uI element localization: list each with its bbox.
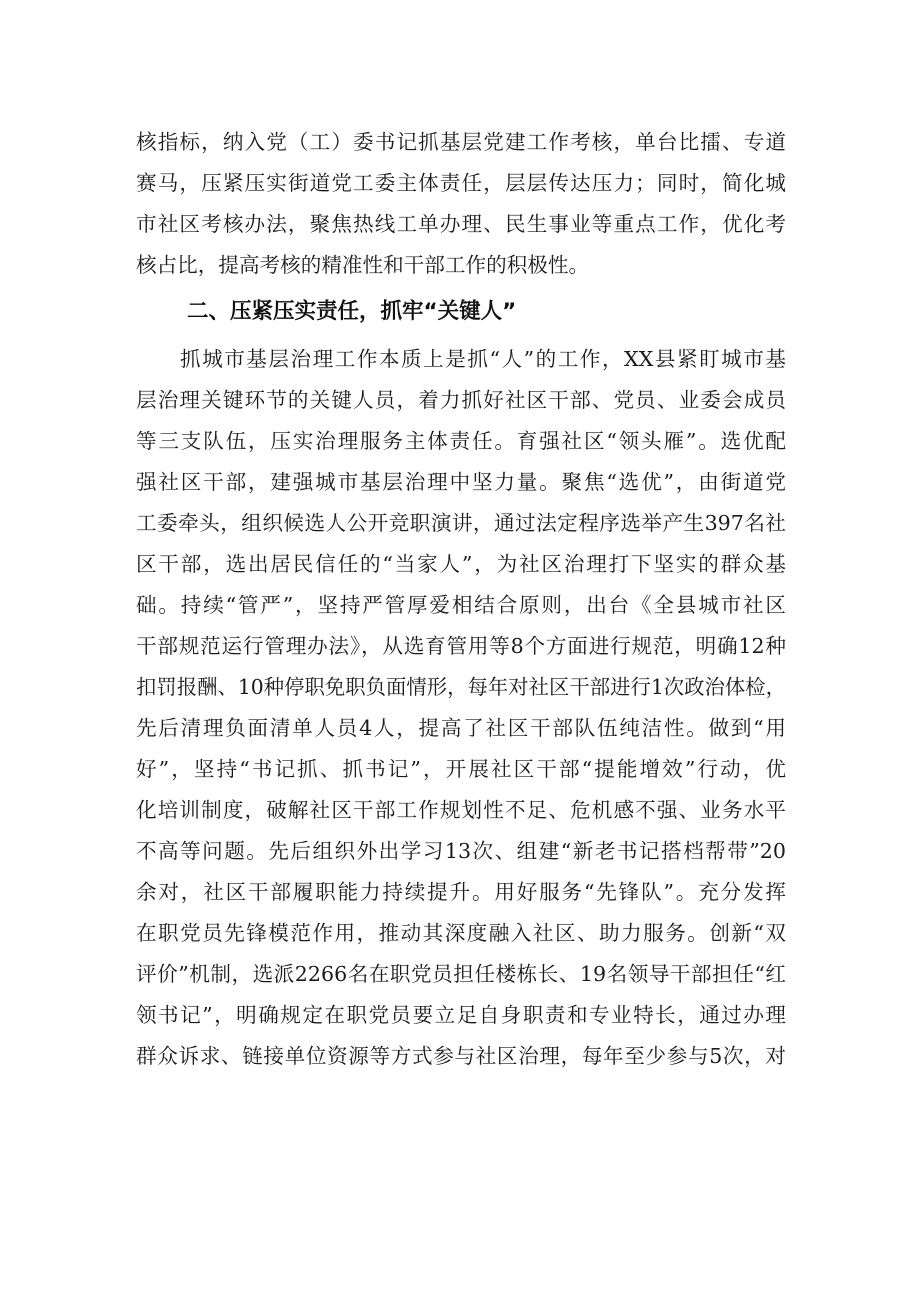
text-line: 等三支队伍，压实治理服务主体责任。育强社区“领头雁”。选优配 bbox=[136, 429, 786, 453]
text-line: 市社区考核办法，聚焦热线工单办理、民生事业等重点工作，优化考 bbox=[136, 212, 786, 236]
text-line: 化培训制度，破解社区干部工作规划性不足、危机感不强、业务水平 bbox=[136, 798, 786, 822]
section-heading: 二、压紧压实责任，抓牢“关键人” bbox=[187, 299, 517, 324]
text-line: 在职党员先锋模范作用，推动其深度融入社区、助力服务。创新“双 bbox=[136, 921, 786, 945]
text-line: 群众诉求、链接单位资源等方式参与社区治理，每年至少参与5次，对 bbox=[136, 1044, 786, 1068]
text-line: 余对，社区干部履职能力持续提升。用好服务“先锋队”。充分发挥 bbox=[136, 880, 786, 904]
text-line: 强社区干部，建强城市基层治理中坚力量。聚焦“选优”，由街道党 bbox=[136, 470, 786, 494]
text-line: 扣罚报酬、10种停职免职负面情形，每年对社区干部进行1次政治体检， bbox=[136, 675, 786, 699]
text-line: 层治理关键环节的关键人员，着力抓好社区干部、党员、业委会成员 bbox=[136, 388, 786, 412]
text-line: 础。持续“管严”，坚持严管厚爱相结合原则，出台《全县城市社区 bbox=[136, 593, 786, 617]
text-line: 不高等问题。先后组织外出学习13次、组建“新老书记搭档帮带”20 bbox=[136, 839, 786, 863]
text-line: 赛马，压紧压实街道党工委主体责任，层层传达压力；同时，简化城 bbox=[136, 171, 786, 195]
text-line: 先后清理负面清单人员4人，提高了社区干部队伍纯洁性。做到“用 bbox=[136, 716, 786, 740]
text-line: 工委牵头，组织候选人公开竞职演讲，通过法定程序选举产生397名社 bbox=[136, 511, 786, 535]
text-line: 核指标，纳入党（工）委书记抓基层党建工作考核，单台比擂、专道 bbox=[136, 130, 786, 154]
text-line: 好”，坚持“书记抓、抓书记”，开展社区干部“提能增效”行动，优 bbox=[136, 757, 786, 781]
text-line: 抓城市基层治理工作本质上是抓“人”的工作，XX县紧盯城市基 bbox=[180, 347, 786, 371]
text-line: 领书记”，明确规定在职党员要立足自身职责和专业特长，通过办理 bbox=[136, 1003, 786, 1027]
text-line: 核占比，提高考核的精准性和干部工作的积极性。 bbox=[136, 253, 590, 277]
text-line: 干部规范运行管理办法》，从选育管用等8个方面进行规范，明确12种 bbox=[136, 634, 786, 658]
text-line: 评价”机制，选派2266名在职党员担任楼栋长、19名领导干部担任“红 bbox=[136, 962, 786, 986]
text-line: 区干部，选出居民信任的“当家人”，为社区治理打下坚实的群众基 bbox=[136, 552, 786, 576]
